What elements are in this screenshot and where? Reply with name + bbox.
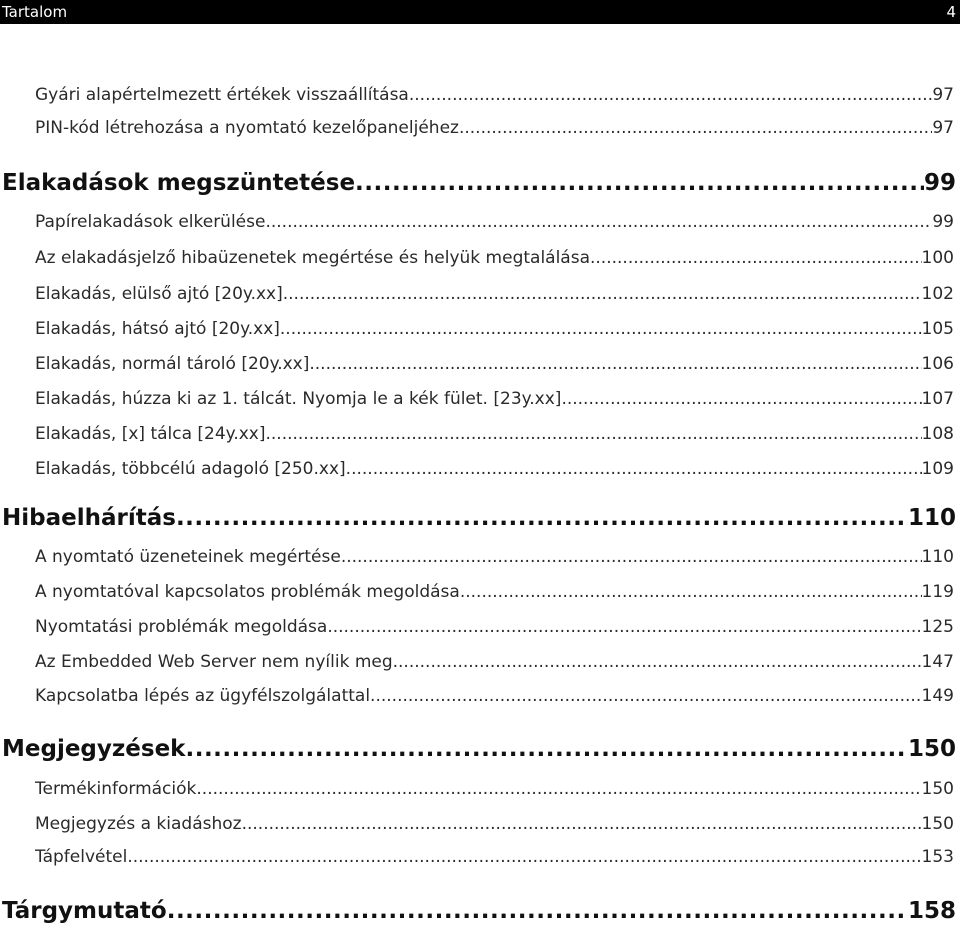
toc-entry-label: Papírelakadások elkerülése [35, 212, 266, 232]
toc-entry-page: 97 [932, 118, 954, 138]
toc-chapter-label: Elakadások megszüntetése [2, 170, 356, 196]
toc-entry[interactable] [35, 582, 954, 606]
toc-entry-label: Gyári alapértelmezett értékek visszaállítása [35, 85, 409, 105]
toc-chapter-page: 99 [923, 170, 956, 196]
toc-dot-leader [409, 85, 933, 105]
toc-entry-page: 108 [921, 424, 954, 444]
toc-entry[interactable] [35, 212, 954, 236]
toc-dot-leader [176, 505, 908, 531]
toc-entry-page: 125 [921, 617, 954, 637]
toc-dot-leader [309, 354, 921, 374]
toc-entry-page: 150 [921, 779, 954, 799]
toc-entry-page: 107 [921, 389, 954, 409]
toc-entry-page: 150 [921, 814, 954, 834]
toc-chapter-label: Hibaelhárítás [2, 505, 176, 531]
toc-entry-label: Megjegyzés a kiadáshoz [35, 814, 242, 834]
toc-entry[interactable] [35, 284, 954, 308]
toc-entry[interactable] [35, 248, 954, 272]
toc-entry-page: 109 [921, 459, 954, 479]
toc-dot-leader [167, 898, 908, 924]
toc-entry-label: Kapcsolatba lépés az ügyfélszolgálattal [35, 686, 371, 706]
toc-entry[interactable] [35, 354, 954, 378]
toc-entry-page: 100 [921, 248, 954, 268]
toc-entry-page: 110 [921, 547, 954, 567]
toc-entry-label: Elakadás, elülső ajtó [20y.xx] [35, 284, 283, 304]
toc-dot-leader [242, 814, 922, 834]
toc-entry[interactable] [35, 459, 954, 483]
toc-entry-page: 97 [932, 85, 954, 105]
toc-entry[interactable] [35, 686, 954, 710]
toc-entry[interactable] [35, 652, 954, 676]
toc-entry-label: Elakadás, többcélú adagoló [250.xx] [35, 459, 346, 479]
toc-dot-leader [265, 424, 921, 444]
toc-dot-leader [280, 319, 922, 339]
toc-dot-leader [590, 248, 922, 268]
toc-entry[interactable] [35, 85, 954, 109]
toc-dot-leader [561, 389, 921, 409]
toc-entry[interactable] [35, 779, 954, 803]
toc-entry-label: Nyomtatási problémák megoldása [35, 617, 328, 637]
toc-dot-leader [370, 686, 922, 706]
toc-dot-leader [341, 547, 922, 567]
toc-dot-leader [459, 118, 932, 138]
toc-entry[interactable] [35, 617, 954, 641]
toc-dot-leader [355, 170, 924, 196]
toc-entry-page: 147 [921, 652, 954, 672]
toc-chapter-page: 150 [907, 736, 956, 762]
toc-entry-label: Elakadás, hátsó ajtó [20y.xx] [35, 319, 280, 339]
toc-entry-label: Termékinformációk [35, 779, 197, 799]
toc-entry[interactable] [35, 319, 954, 343]
toc-chapter-page: 158 [907, 898, 956, 924]
toc-entry-page: 99 [932, 212, 954, 232]
header-page-number: 4 [946, 3, 956, 21]
toc-entry[interactable] [35, 424, 954, 448]
toc-entry-label: PIN-kód létrehozása a nyomtató kezelőpaneljéhez [35, 118, 459, 138]
toc-entry-page: 153 [921, 847, 954, 867]
toc-entry[interactable] [35, 814, 954, 838]
toc-chapter[interactable] [2, 898, 956, 930]
toc-entry-label: Elakadás, normál tároló [20y.xx] [35, 354, 310, 374]
toc-dot-leader [393, 652, 922, 672]
toc-dot-leader [265, 212, 932, 232]
toc-entry[interactable] [35, 847, 954, 871]
toc-dot-leader [346, 459, 922, 479]
toc-dot-leader [196, 779, 921, 799]
toc-dot-leader [460, 582, 922, 602]
toc-chapter-page: 110 [907, 505, 956, 531]
toc-entry-page: 149 [921, 686, 954, 706]
toc-chapter-label: Tárgymutató [2, 898, 167, 924]
toc-dot-leader [283, 284, 922, 304]
toc-entry-label: Tápfelvétel [35, 847, 128, 867]
toc-entry-label: Az elakadásjelző hibaüzenetek megértése és helyük megtalálása [35, 248, 590, 268]
toc-entry-page: 106 [921, 354, 954, 374]
toc-entry[interactable] [35, 389, 954, 413]
toc-entry-page: 119 [921, 582, 954, 602]
toc-entry-label: Elakadás, húzza ki az 1. tálcát. Nyomja le a kék fület. [23y.xx] [35, 389, 562, 409]
header-title: Tartalom [2, 3, 68, 21]
toc-entry-page: 102 [921, 284, 954, 304]
toc-entry-page: 105 [921, 319, 954, 339]
toc-dot-leader [185, 736, 908, 762]
toc-entry-label: Az Embedded Web Server nem nyílik meg [35, 652, 393, 672]
toc-entry-label: A nyomtató üzeneteinek megértése [35, 547, 341, 567]
toc-chapter[interactable] [2, 736, 956, 768]
toc-dot-leader [127, 847, 921, 867]
toc-entry-label: Elakadás, [x] tálca [24y.xx] [35, 424, 266, 444]
toc-entry[interactable] [35, 118, 954, 142]
toc-chapter-label: Megjegyzések [2, 736, 186, 762]
toc-chapter[interactable] [2, 505, 956, 537]
toc-entry[interactable] [35, 547, 954, 571]
toc-dot-leader [327, 617, 921, 637]
toc-chapter[interactable] [2, 170, 956, 202]
toc-entry-label: A nyomtatóval kapcsolatos problémák megoldása [35, 582, 460, 602]
